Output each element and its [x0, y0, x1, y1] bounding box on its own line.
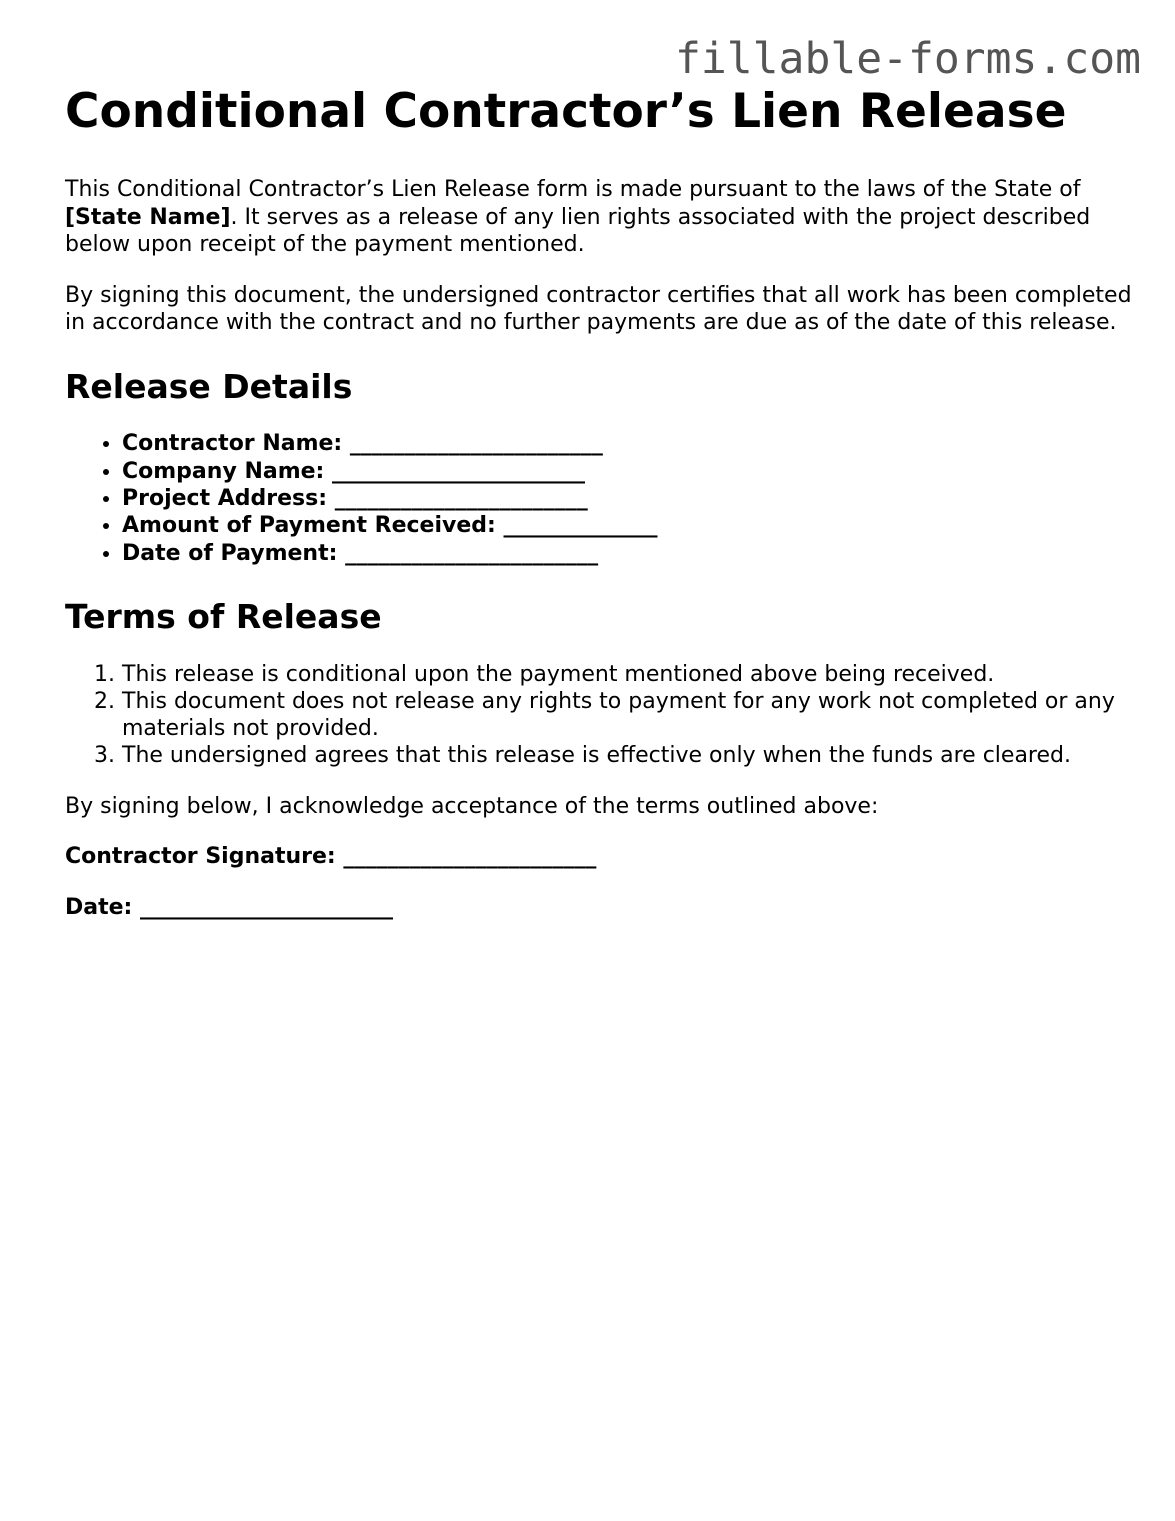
term-item: 2. This document does not release any rights to payment for any work not completed or any materials not provided.: [122, 688, 1135, 743]
project-address-field[interactable]: _______________________: [334, 486, 588, 512]
date-field[interactable]: _______________________: [140, 894, 394, 920]
payment-amount-field[interactable]: ______________: [503, 513, 658, 539]
signature-line: [65, 843, 1135, 871]
intro-paragraph-2: By signing this document, the undersigned contractor certifies that all work has been completed in accordance with the contract and no further payments are due as of the date of this release.: [65, 282, 1132, 336]
document-body: [65, 84, 1135, 944]
intro-paragraph-1: [65, 176, 1135, 259]
acknowledgement-text: By signing below, I acknowledge acceptance of the terms outlined above:: [65, 793, 879, 819]
signature-field[interactable]: _______________________: [343, 844, 597, 870]
company-name-label: Company Name:: [122, 458, 325, 484]
watermark: fillable-forms.com: [675, 34, 1141, 84]
payment-date-label: Date of Payment:: [122, 540, 338, 566]
list-item: [122, 540, 1135, 567]
payment-date-field[interactable]: _______________________: [345, 540, 599, 566]
terms-list: [65, 661, 1135, 770]
list-item: [122, 512, 1135, 539]
date-label: Date:: [65, 894, 133, 920]
terms-heading: Terms of Release: [65, 596, 382, 636]
term-item: 3. The undersigned agrees that this release is effective only when the funds are cleared.: [122, 742, 1135, 769]
contractor-name-field[interactable]: _______________________: [349, 431, 603, 457]
project-address-label: Project Address:: [122, 486, 328, 512]
term-item: 1. This release is conditional upon the payment mentioned above being received.: [122, 661, 1135, 688]
company-name-field[interactable]: _______________________: [332, 458, 586, 484]
release-details-list: [65, 430, 1135, 566]
intro-text-before: This Conditional Contractor’s Lien Release form is made pursuant to the laws of the State of: [65, 177, 1081, 203]
intro-text-after: . It serves as a release of any lien rights associated with the project described below upon receipt of the payment mentioned.: [65, 204, 1091, 258]
signature-label: Contractor Signature:: [65, 844, 336, 870]
state-name-placeholder: [State Name]: [65, 204, 231, 230]
list-item: [122, 485, 1135, 512]
document-title: Conditional Contractor’s Lien Release: [65, 84, 1067, 139]
release-details-heading: Release Details: [65, 366, 353, 406]
payment-amount-label: Amount of Payment Received:: [122, 513, 496, 539]
list-item: [122, 430, 1135, 457]
date-line: [65, 894, 1135, 922]
contractor-name-label: Contractor Name:: [122, 431, 343, 457]
list-item: [122, 458, 1135, 485]
